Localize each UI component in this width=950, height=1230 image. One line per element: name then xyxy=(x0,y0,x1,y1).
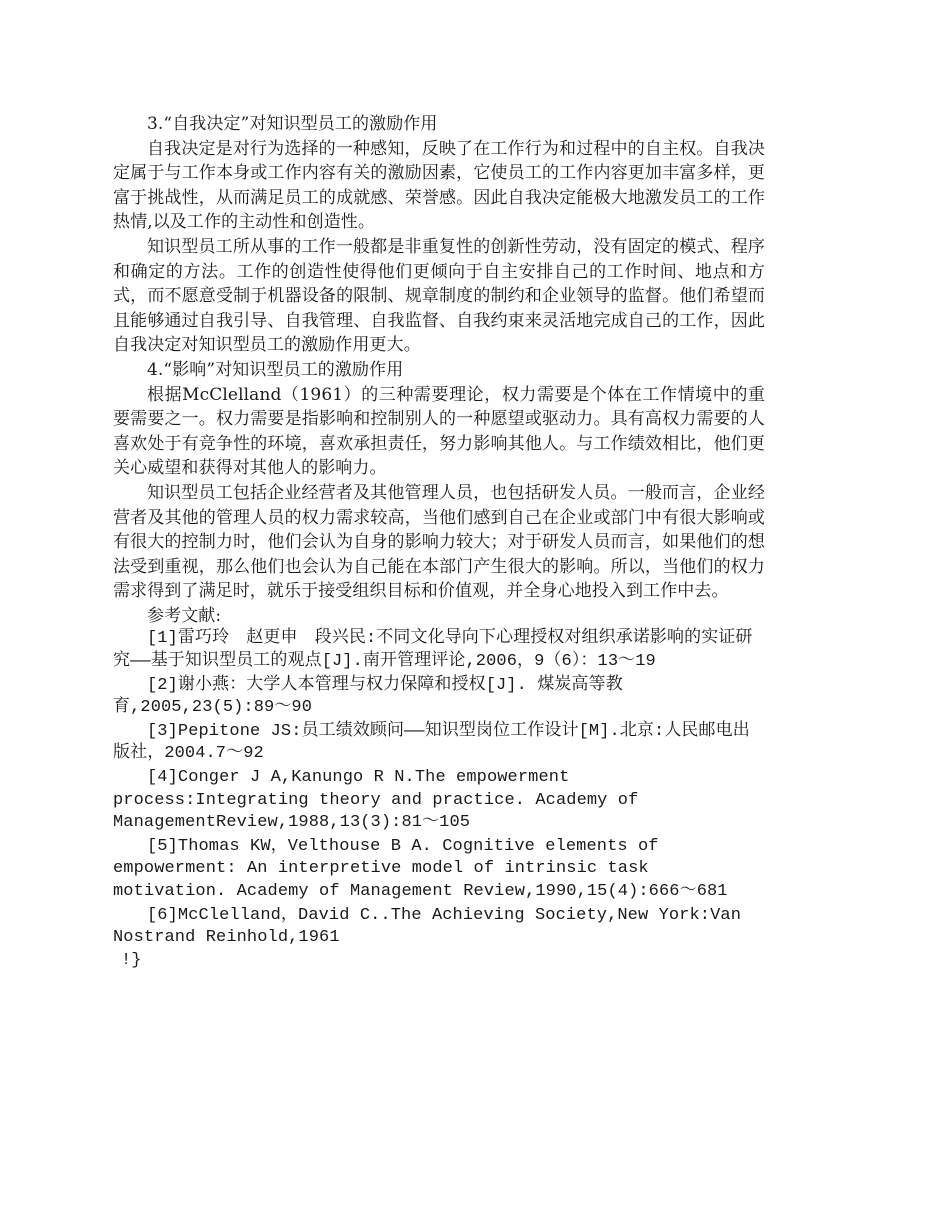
reference-item-2: [2]谢小燕：大学人本管理与权力保障和授权[J]. 煤炭高等教育,2005,23(5):89～90 xyxy=(113,675,623,718)
paragraph-3-2: 知识型员工所从事的工作一般都是非重复性的创新性劳动，没有固定的模式、程序和确定的方法。工作的创造性使得他们更倾向于自主安排自己的工作时间、地点和方式，而不愿意受制于机器设备的限制、规章制度的制约和企业领导的监督。他们希望而且能够通过自我引导、自我管理、自我监督、自我约束来灵活地完成自己的工作，因此自我决定对知识型员工的激励作用更大。 xyxy=(113,236,765,356)
reference-item-3: [3]Pepitone JS:员工绩效顾问——知识型岗位工作设计[M].北京:人民邮电出版社，2004.7～92 xyxy=(113,721,750,764)
paragraph-4-1: 根据McClelland（1961）的三种需要理论，权力需要是个体在工作情境中的重要需要之一。权力需要是指影响和控制别人的一种愿望或驱动力。具有高权力需要的人喜欢处于有竞争性的环境，喜欢承担责任，努力影响其他人。与工作绩效相比，他们更关心威望和获得对其他人的影响力。 xyxy=(113,384,765,479)
document-page xyxy=(113,112,765,972)
reference-item-4: [4]Conger J A,Kanungo R N.The empowerment process:Integrating theory and practice. Academy of ManagementReview,1988,13(3):81～105 xyxy=(113,768,639,833)
section-heading-4: 4.“影响”对知识型员工的激励作用 xyxy=(147,359,404,380)
reference-item-1: [1]雷巧玲 赵更申 段兴民:不同文化导向下心理授权对组织承诺影响的实证研究——基于知识型员工的观点[J].南开管理评论,2006，9（6）：13～19 xyxy=(113,629,753,672)
reference-item-6: [6]McClelland，David C..The Achieving Society,New York:Van Nostrand Reinhold,1961 xyxy=(113,905,741,948)
tail-mark: !} xyxy=(121,950,142,970)
paragraph-3-1: 自我决定是对行为选择的一种感知，反映了在工作行为和过程中的自主权。自我决定属于与工作本身或工作内容有关的激励因素，它使员工的工作内容更加丰富多样，更富于挑战性，从而满足员工的成就感、荣誉感。因此自我决定能极大地激发员工的工作热情,以及工作的主动性和创造性。 xyxy=(113,138,765,233)
section-heading-3: 3.“自我决定”对知识型员工的激励作用 xyxy=(147,114,438,134)
reference-item-5: [5]Thomas KW，Velthouse B A. Cognitive elements of empowerment: An interpretive model of intrinsic task motivation. Academy of Management Review,1990,15(4):666～681 xyxy=(113,836,728,901)
references-title: 参考文献: xyxy=(147,605,222,626)
paragraph-4-2: 知识型员工包括企业经营者及其他管理人员，也包括研发人员。一般而言，企业经营者及其他的管理人员的权力需求较高，当他们感到自己在企业或部门中有很大影响或有很大的控制力时，他们会认为自身的影响力较大；对于研发人员而言，如果他们的想法受到重视，那么他们也会认为自己能在本部门产生很大的影响。所以，当他们的权力需求得到了满足时，就乐于接受组织目标和价值观，并全身心地投入到工作中去。 xyxy=(113,482,765,602)
